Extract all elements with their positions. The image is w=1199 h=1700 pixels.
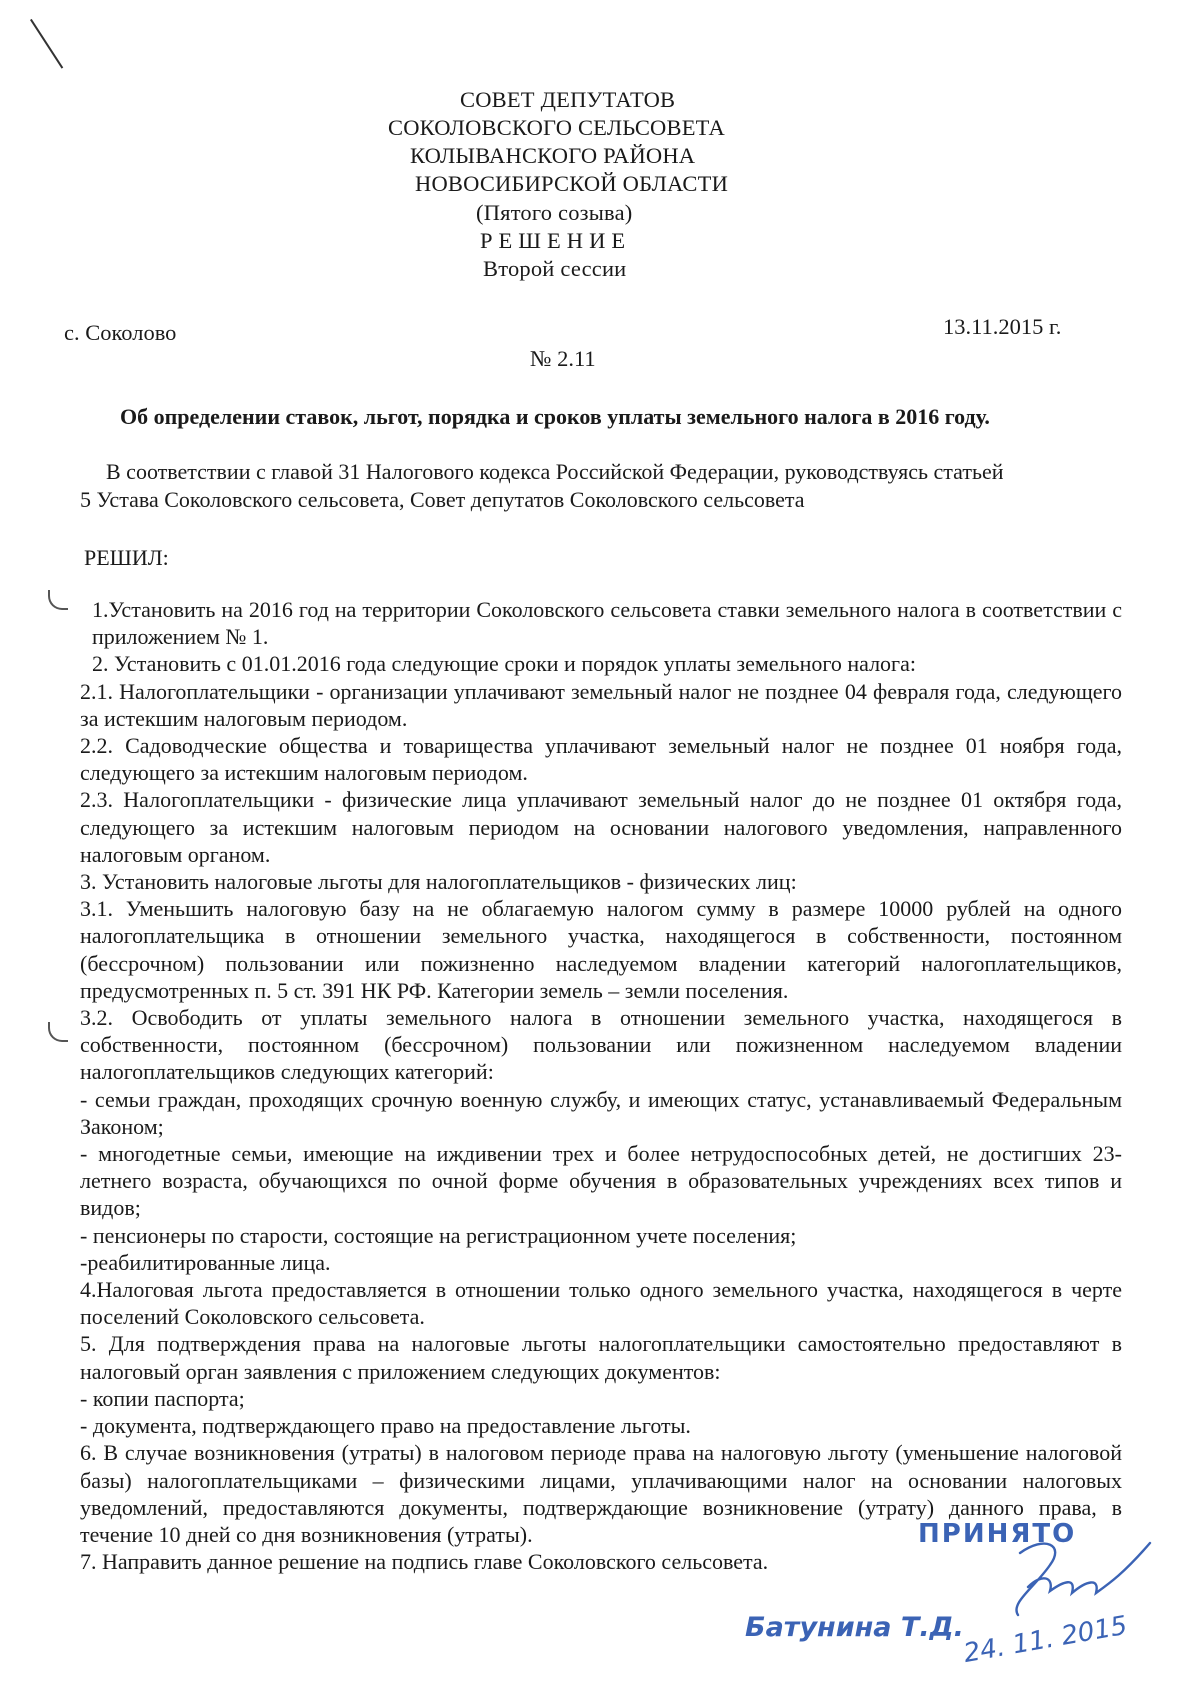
decision-item: 6. В случае возникновения (утраты) в налоговом периоде права на налоговую льготу (уменьшение налоговой базы) налогоплательщиками – физическими лицами, уплачивающими налог на основании налоговых уведомлений, предоставляются документы, подтверждающие возникновение (утрату) данного права, в течение 10 дней со дня возникновения (утраты).: [80, 1440, 1122, 1547]
header-convocation: (Пятого созыва): [476, 200, 633, 225]
preamble-line: В соответствии с главой 31 Налогового кодекса Российской Федерации, руководствуясь статьей: [106, 459, 1004, 484]
decision-item: 3.1. Уменьшить налоговую базу на не облагаемую налогом сумму в размере 10000 рублей на одного налогоплательщика в отношении земельного участка, находящегося в собственности, постоянном (бессрочном) пользовании или пожизненно наследуемом владении категорий налогоплательщиков, предусмотренных п. 5 ст. 391 НК РФ. Категории земель – земли поселения.: [80, 896, 1122, 1003]
preamble-line: 5 Устава Соколовского сельсовета, Совет депутатов Соколовского сельсовета: [80, 487, 805, 512]
decision-item: 2.3. Налогоплательщики - физические лица уплачивают земельный налог до не позднее 01 октября года, следующего за истекшим налоговым периодом на основании налогового уведомления, направленного налоговым органом.: [80, 787, 1122, 867]
decision-item: - документа, подтверждающего право на предоставление льготы.: [80, 1413, 691, 1439]
header-decision: Р Е Ш Е Н И Е: [480, 228, 626, 253]
decision-item: 4.Налоговая льгота предоставляется в отношении только одного земельного участка, находящегося в черте поселений Соколовского сельсовета.: [80, 1277, 1122, 1330]
document-number: № 2.11: [530, 346, 596, 371]
decision-item: 2.2. Садоводческие общества и товарищества уплачивают земельный налог не позднее 01 ноября года, следующего за истекшим налоговым периодом.: [80, 733, 1122, 786]
decision-item: 2.1. Налогоплательщики - организации уплачивают земельный налог не позднее 04 февраля года, следующего за истекшим налоговым периодом.: [80, 678, 1122, 731]
decision-body: [80, 596, 1122, 1575]
header-district: КОЛЫВАНСКОГО РАЙОНА: [410, 143, 696, 168]
decision-item: -реабилитированные лица.: [80, 1249, 331, 1275]
document-date: 13.11.2015 г.: [943, 314, 1062, 339]
document-place: с. Соколово: [64, 320, 177, 345]
punch-hole-mark: [48, 590, 68, 610]
preamble: [80, 458, 1120, 514]
svg-text:24. 11. 2015: 24. 11. 2015: [961, 1610, 1130, 1669]
decision-item: 1.Установить на 2016 год на территории Соколовского сельсовета ставки земельного налога в соответствии с приложением № 1.: [92, 597, 1122, 650]
document-title: Об определении ставок, льгот, порядка и сроков уплаты земельного налога в 2016 году.: [120, 404, 990, 429]
punch-hole-mark: [48, 1022, 68, 1042]
handwritten-signature: [950, 1525, 1170, 1675]
decision-item: - копии паспорта;: [80, 1385, 245, 1411]
header-region: НОВОСИБИРСКОЙ ОБЛАСТИ: [415, 171, 729, 196]
decision-item: - пенсионеры по старости, состоящие на регистрационном учете поселения;: [80, 1222, 797, 1248]
decision-item: 3.2. Освободить от уплаты земельного налога в отношении земельного участка, находящегося в собственности, постоянном (бессрочном) пользовании или пожизненном наследуемом владении налогоплательщиков следующих категорий:: [80, 1005, 1122, 1085]
decision-item: 7. Направить данное решение на подпись главе Соколовского сельсовета.: [80, 1549, 769, 1575]
decision-item: 5. Для подтверждения права на налоговые льготы налогоплательщики самостоятельно предоставляют в налоговый орган заявления с приложением следующих документов:: [80, 1331, 1122, 1384]
header-session: Второй сессии: [483, 256, 627, 281]
accepted-stamp: ПРИНЯТО: [918, 1519, 1077, 1549]
decision-item: 3. Установить налоговые льготы для налогоплательщиков - физических лиц:: [80, 869, 797, 895]
stamp-name: Батунина Т.Д.: [745, 1612, 964, 1643]
header-village-council: СОКОЛОВСКОГО СЕЛЬСОВЕТА: [388, 115, 725, 140]
scan-mark: [30, 19, 63, 69]
decision-item: - семьи граждан, проходящих срочную военную службу, и имеющих статус, устанавливаемый Федеральным Законом;: [80, 1086, 1122, 1139]
decision-item: 2. Установить с 01.01.2016 года следующие сроки и порядок уплаты земельного налога:: [92, 651, 916, 677]
header-council: СОВЕТ ДЕПУТАТОВ: [460, 87, 676, 112]
resolved-heading: РЕШИЛ:: [84, 545, 169, 570]
decision-item: - многодетные семьи, имеющие на иждивении трех и более нетрудоспособных детей, не достигших 23- летнего возраста, обучающихся по очной форме обучения в образовательных учреждениях всех типов и видов;: [80, 1141, 1122, 1221]
